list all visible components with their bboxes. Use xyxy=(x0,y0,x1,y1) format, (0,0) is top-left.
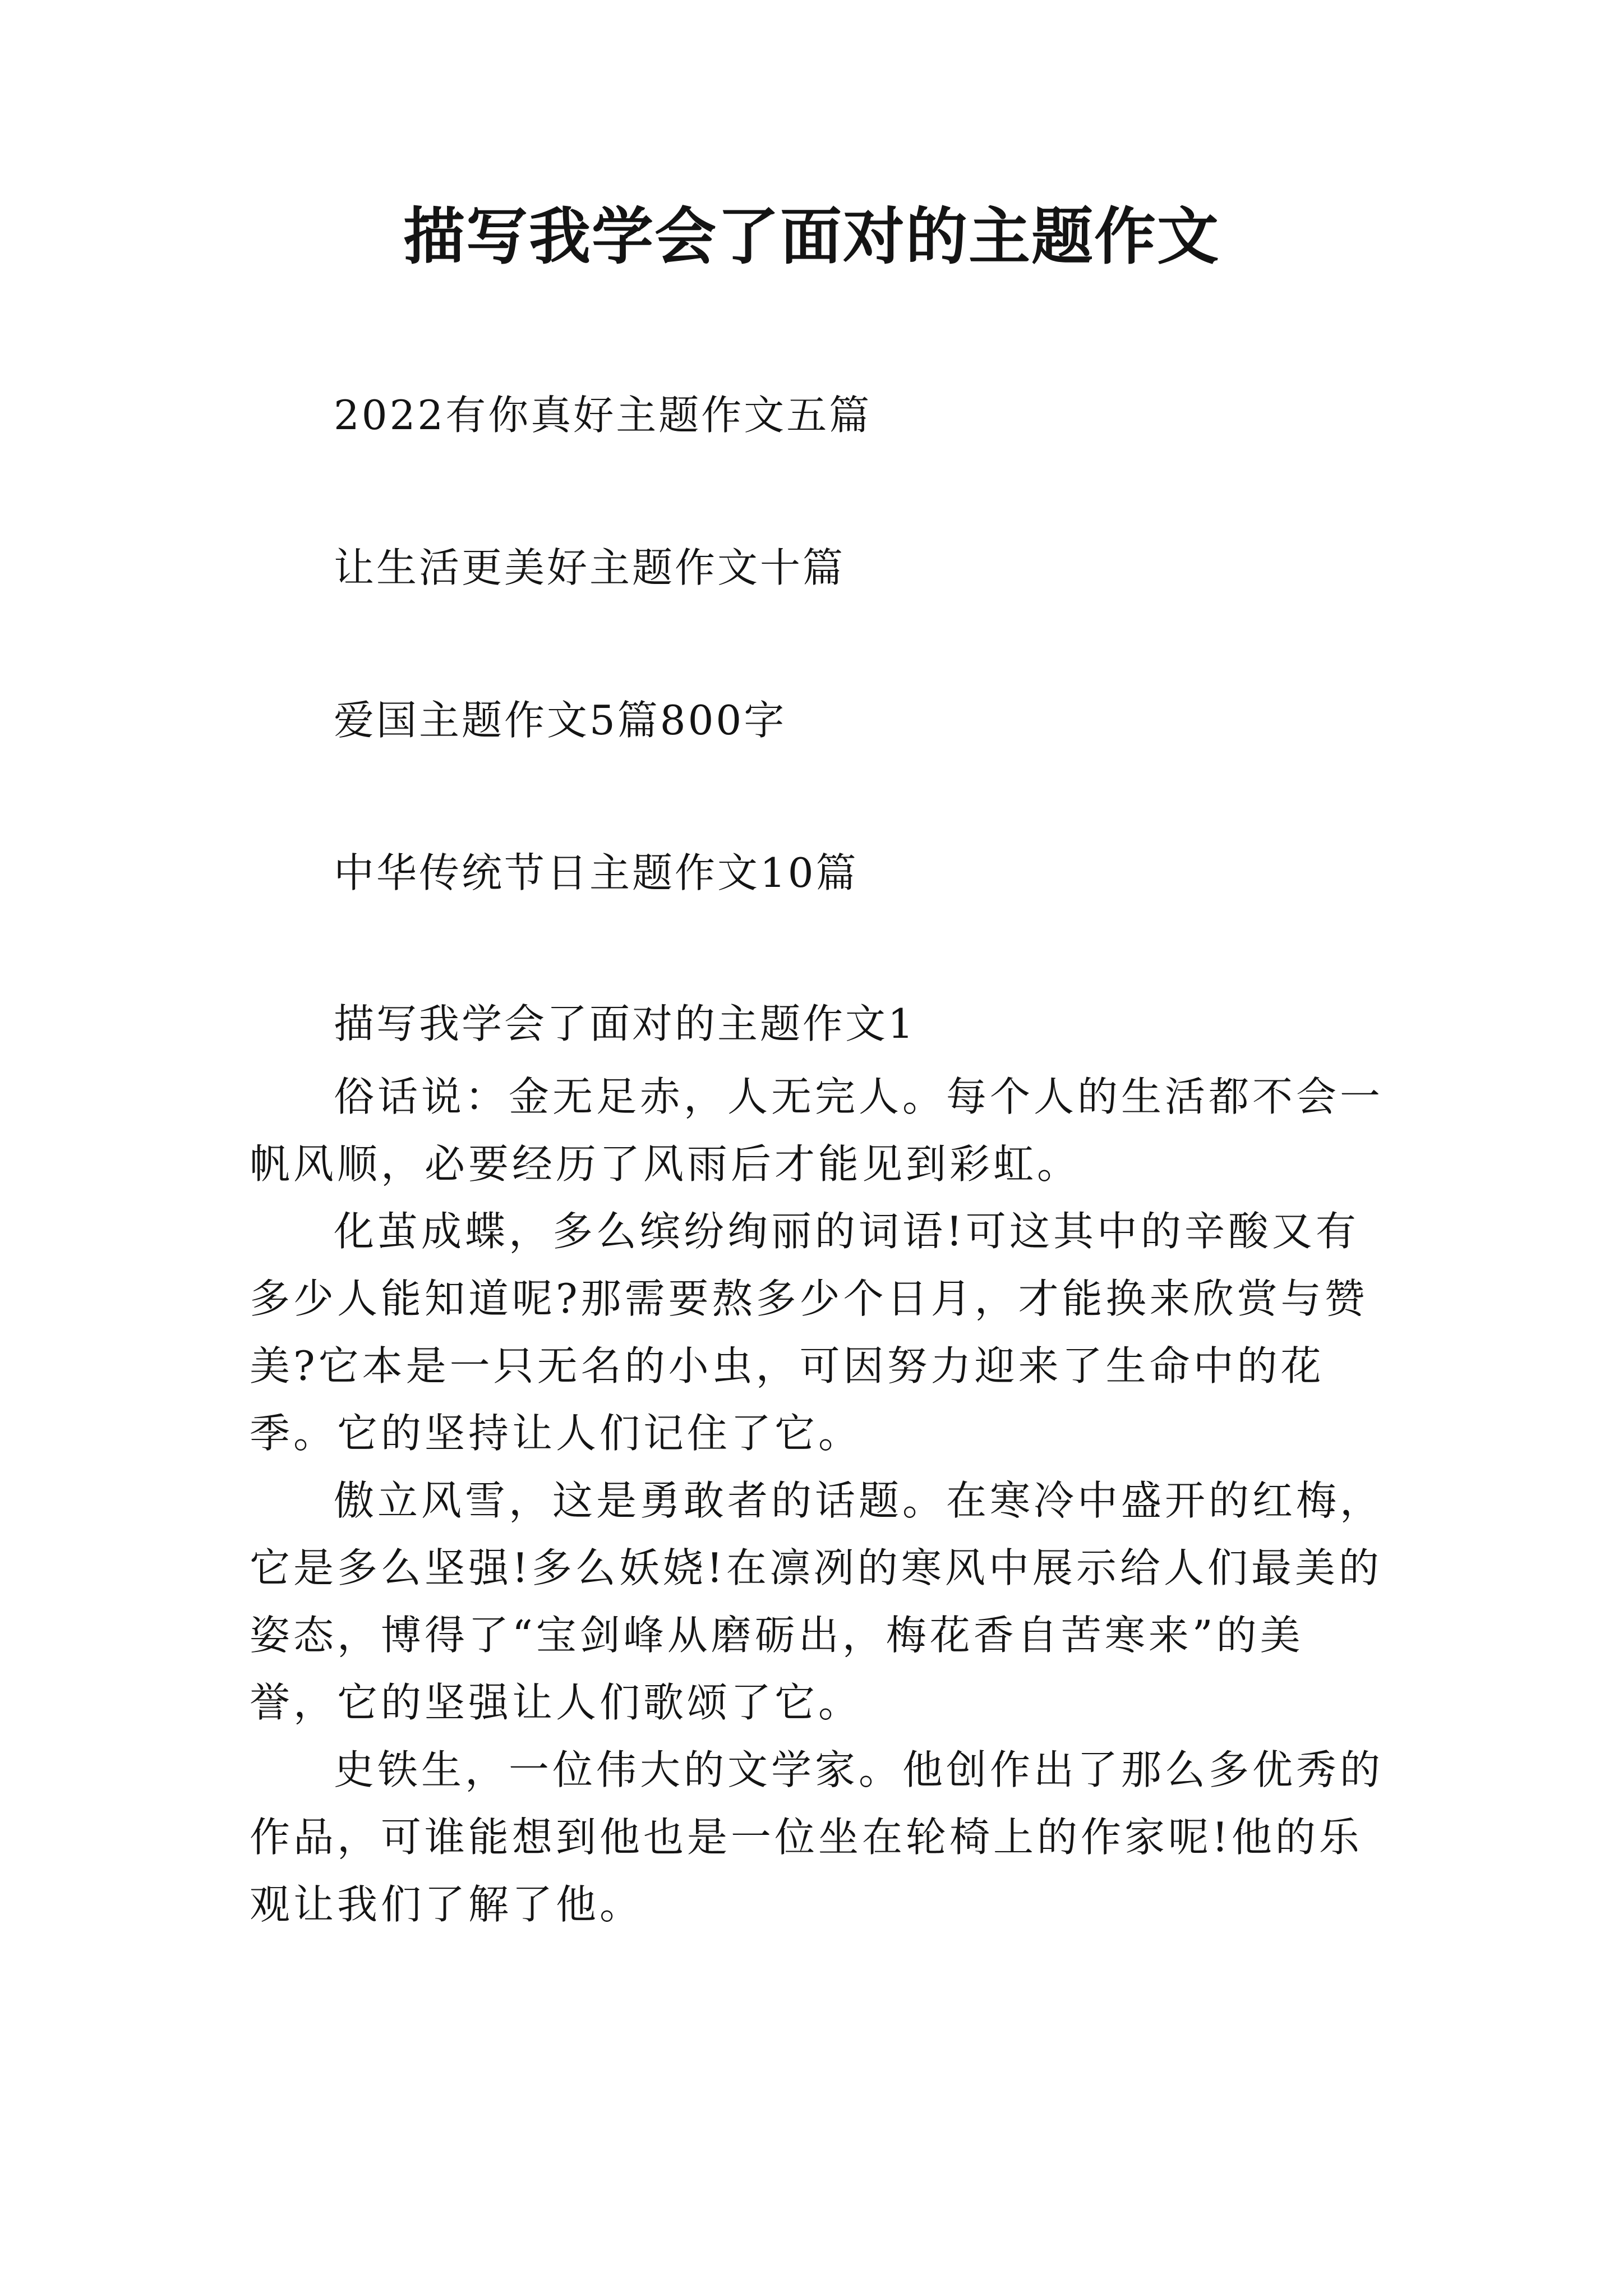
related-link-2[interactable]: 让生活更美好主题作文十篇 xyxy=(334,544,846,591)
paragraph: 傲立风雪，这是勇敢者的话题。在寒冷中盛开的红梅，它是多么坚强!多么妖娆!在凛冽的寒风中展示给人们最美的姿态，博得了“宝剑峰从磨砺出，梅花香自苦寒来”的美誉，它的坚强让人们歌颂了它。 xyxy=(250,1477,1384,1726)
related-link-4[interactable]: 中华传统节日主题作文10篇 xyxy=(334,849,859,896)
related-link-1[interactable]: 2022有你真好主题作文五篇 xyxy=(334,392,872,439)
paragraph: 史铁生，一位伟大的文学家。他创作出了那么多优秀的作品，可谁能想到他也是一位坐在轮椅上的作家呢!他的乐观让我们了解了他。 xyxy=(250,1746,1384,1928)
paragraph: 化茧成蝶，多么缤纷绚丽的词语!可这其中的辛酸又有多少人能知道呢?那需要熬多少个日月，才能换来欣赏与赞美?它本是一只无名的小虫，可因努力迎来了生命中的花季。它的坚持让人们记住了它。 xyxy=(250,1208,1368,1457)
section-heading: 描写我学会了面对的主题作文1 xyxy=(334,1000,916,1047)
document-title: 描写我学会了面对的主题作文 xyxy=(403,200,1220,273)
paragraph: 俗话说：金无足赤，人无完人。每个人的生活都不会一帆风顺，必要经历了风雨后才能见到彩虹。 xyxy=(250,1073,1384,1188)
article-body xyxy=(250,1063,1388,1938)
related-link-3[interactable]: 爱国主题作文5篇800字 xyxy=(334,697,787,744)
